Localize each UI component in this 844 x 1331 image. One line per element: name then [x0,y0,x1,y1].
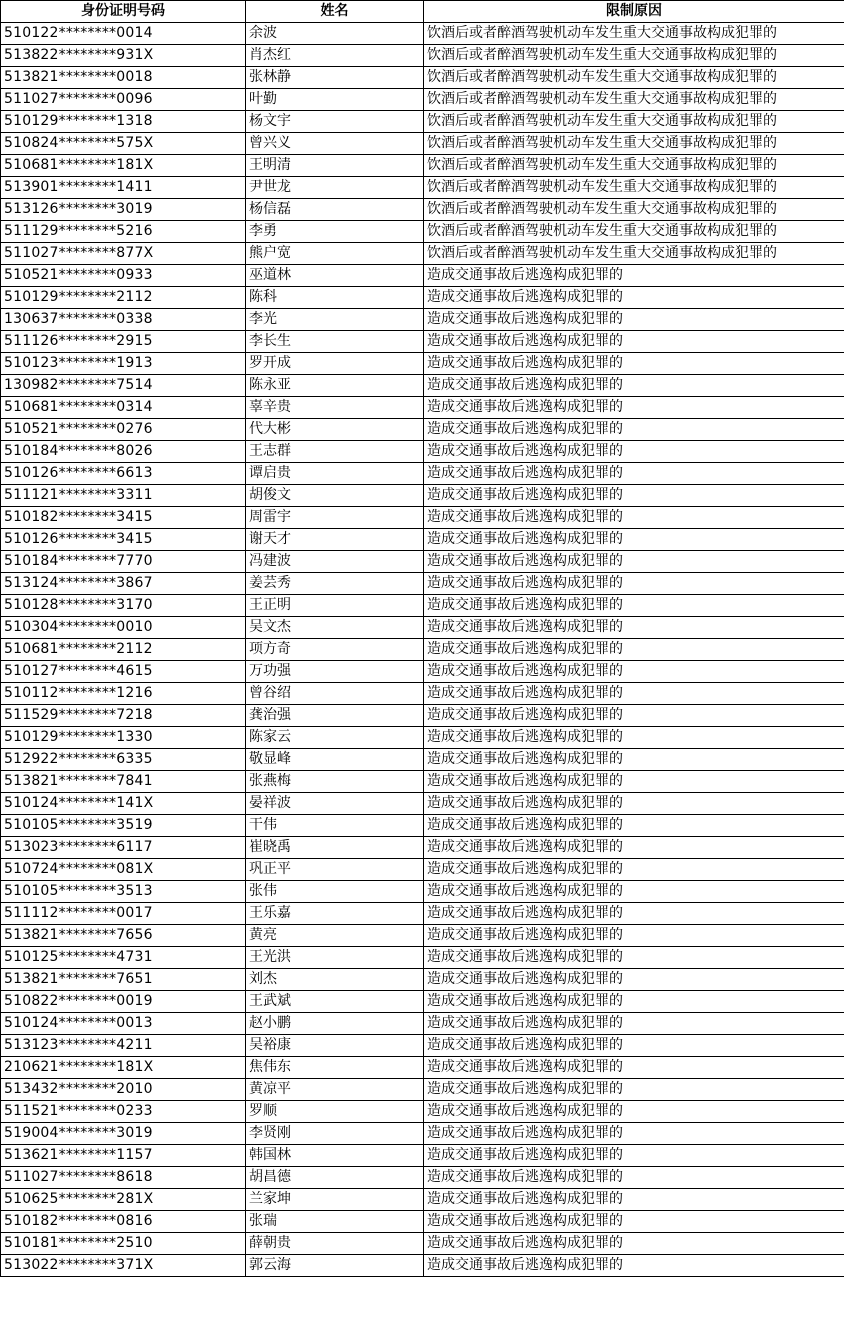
cell-id-number: 513821********0018 [1,67,246,89]
table-row [1,903,844,925]
cell-reason: 造成交通事故后逃逸构成犯罪的 [424,573,844,595]
cell-reason: 造成交通事故后逃逸构成犯罪的 [424,683,844,705]
cell-reason: 饮酒后或者醉酒驾驶机动车发生重大交通事故构成犯罪的 [424,177,844,199]
cell-reason: 造成交通事故后逃逸构成犯罪的 [424,1189,844,1211]
cell-reason: 造成交通事故后逃逸构成犯罪的 [424,881,844,903]
cell-id-number: 510129********1330 [1,727,246,749]
cell-reason: 造成交通事故后逃逸构成犯罪的 [424,331,844,353]
cell-reason: 造成交通事故后逃逸构成犯罪的 [424,441,844,463]
table-row [1,485,844,507]
cell-name: 代大彬 [246,419,424,441]
cell-reason: 造成交通事故后逃逸构成犯罪的 [424,397,844,419]
cell-id-number: 510724********081X [1,859,246,881]
cell-reason: 造成交通事故后逃逸构成犯罪的 [424,749,844,771]
cell-id-number: 511126********2915 [1,331,246,353]
table-row [1,397,844,419]
table-row [1,309,844,331]
cell-reason: 造成交通事故后逃逸构成犯罪的 [424,375,844,397]
cell-id-number: 210621********181X [1,1057,246,1079]
cell-name: 干伟 [246,815,424,837]
cell-id-number: 510181********2510 [1,1233,246,1255]
cell-name: 龚治强 [246,705,424,727]
table-row [1,683,844,705]
table-row [1,1035,844,1057]
table-row [1,331,844,353]
header-id-number: 身份证明号码 [1,1,246,23]
cell-id-number: 510124********0013 [1,1013,246,1035]
table-row [1,727,844,749]
cell-name: 张瑞 [246,1211,424,1233]
cell-id-number: 513022********371X [1,1255,246,1277]
cell-reason: 造成交通事故后逃逸构成犯罪的 [424,815,844,837]
cell-name: 谭启贵 [246,463,424,485]
cell-name: 曾谷绍 [246,683,424,705]
cell-reason: 造成交通事故后逃逸构成犯罪的 [424,947,844,969]
cell-reason: 饮酒后或者醉酒驾驶机动车发生重大交通事故构成犯罪的 [424,133,844,155]
cell-reason: 造成交通事故后逃逸构成犯罪的 [424,1255,844,1277]
cell-id-number: 510681********2112 [1,639,246,661]
cell-name: 胡昌德 [246,1167,424,1189]
cell-reason: 造成交通事故后逃逸构成犯罪的 [424,529,844,551]
cell-id-number: 510105********3519 [1,815,246,837]
cell-name: 焦伟东 [246,1057,424,1079]
cell-id-number: 513124********3867 [1,573,246,595]
cell-id-number: 513821********7651 [1,969,246,991]
cell-reason: 造成交通事故后逃逸构成犯罪的 [424,1057,844,1079]
cell-id-number: 510122********0014 [1,23,246,45]
cell-id-number: 511521********0233 [1,1101,246,1123]
table-row [1,859,844,881]
cell-name: 李贤刚 [246,1123,424,1145]
cell-id-number: 511027********877X [1,243,246,265]
cell-reason: 造成交通事故后逃逸构成犯罪的 [424,463,844,485]
cell-name: 陈科 [246,287,424,309]
cell-name: 项方奇 [246,639,424,661]
cell-name: 赵小鹏 [246,1013,424,1035]
table-row [1,375,844,397]
cell-id-number: 511129********5216 [1,221,246,243]
table-row [1,1189,844,1211]
cell-name: 张燕梅 [246,771,424,793]
table-row [1,1145,844,1167]
cell-reason: 造成交通事故后逃逸构成犯罪的 [424,705,844,727]
cell-reason: 造成交通事故后逃逸构成犯罪的 [424,903,844,925]
header-reason: 限制原因 [424,1,844,23]
cell-id-number: 510126********3415 [1,529,246,551]
cell-name: 罗开成 [246,353,424,375]
table-row [1,111,844,133]
cell-reason: 造成交通事故后逃逸构成犯罪的 [424,771,844,793]
table-row [1,221,844,243]
cell-reason: 造成交通事故后逃逸构成犯罪的 [424,1013,844,1035]
cell-id-number: 512922********6335 [1,749,246,771]
cell-id-number: 510681********181X [1,155,246,177]
cell-name: 王武斌 [246,991,424,1013]
cell-name: 吴裕康 [246,1035,424,1057]
cell-id-number: 510184********8026 [1,441,246,463]
table-row [1,969,844,991]
cell-name: 王正明 [246,595,424,617]
table-row [1,89,844,111]
cell-id-number: 510124********141X [1,793,246,815]
cell-id-number: 130982********7514 [1,375,246,397]
table-row [1,353,844,375]
cell-name: 万功强 [246,661,424,683]
cell-id-number: 513901********1411 [1,177,246,199]
cell-id-number: 511529********7218 [1,705,246,727]
cell-reason: 造成交通事故后逃逸构成犯罪的 [424,353,844,375]
cell-name: 陈永亚 [246,375,424,397]
cell-id-number: 510681********0314 [1,397,246,419]
table-row [1,639,844,661]
cell-name: 谢天才 [246,529,424,551]
table-row [1,793,844,815]
cell-name: 吴文杰 [246,617,424,639]
cell-id-number: 510304********0010 [1,617,246,639]
cell-name: 叶勤 [246,89,424,111]
cell-id-number: 513621********1157 [1,1145,246,1167]
table-row [1,441,844,463]
cell-reason: 饮酒后或者醉酒驾驶机动车发生重大交通事故构成犯罪的 [424,111,844,133]
cell-reason: 造成交通事故后逃逸构成犯罪的 [424,727,844,749]
cell-reason: 饮酒后或者醉酒驾驶机动车发生重大交通事故构成犯罪的 [424,89,844,111]
cell-reason: 造成交通事故后逃逸构成犯罪的 [424,969,844,991]
cell-reason: 饮酒后或者醉酒驾驶机动车发生重大交通事故构成犯罪的 [424,67,844,89]
cell-name: 尹世龙 [246,177,424,199]
cell-id-number: 513822********931X [1,45,246,67]
cell-name: 王乐嘉 [246,903,424,925]
cell-id-number: 519004********3019 [1,1123,246,1145]
table-row [1,1013,844,1035]
cell-name: 王志群 [246,441,424,463]
cell-id-number: 513821********7656 [1,925,246,947]
cell-name: 兰家坤 [246,1189,424,1211]
cell-id-number: 510112********1216 [1,683,246,705]
cell-reason: 造成交通事故后逃逸构成犯罪的 [424,837,844,859]
cell-name: 陈家云 [246,727,424,749]
cell-id-number: 510184********7770 [1,551,246,573]
cell-name: 敬显峰 [246,749,424,771]
table-row [1,67,844,89]
table-row [1,1233,844,1255]
cell-name: 李光 [246,309,424,331]
cell-reason: 造成交通事故后逃逸构成犯罪的 [424,1079,844,1101]
cell-id-number: 510625********281X [1,1189,246,1211]
cell-id-number: 510129********1318 [1,111,246,133]
table-row [1,155,844,177]
table-row [1,617,844,639]
table-row [1,1167,844,1189]
header-name: 姓名 [246,1,424,23]
table-row [1,23,844,45]
cell-id-number: 511027********0096 [1,89,246,111]
cell-reason: 造成交通事故后逃逸构成犯罪的 [424,1145,844,1167]
cell-reason: 饮酒后或者醉酒驾驶机动车发生重大交通事故构成犯罪的 [424,45,844,67]
cell-name: 辜辛贵 [246,397,424,419]
cell-name: 杨文宇 [246,111,424,133]
table-row [1,177,844,199]
cell-reason: 造成交通事故后逃逸构成犯罪的 [424,507,844,529]
cell-name: 余波 [246,23,424,45]
cell-reason: 饮酒后或者醉酒驾驶机动车发生重大交通事故构成犯罪的 [424,155,844,177]
cell-id-number: 510123********1913 [1,353,246,375]
table-row [1,749,844,771]
table-row [1,1101,844,1123]
cell-id-number: 513023********6117 [1,837,246,859]
cell-name: 李勇 [246,221,424,243]
cell-reason: 造成交通事故后逃逸构成犯罪的 [424,485,844,507]
cell-name: 韩国林 [246,1145,424,1167]
cell-name: 巫道林 [246,265,424,287]
cell-id-number: 510824********575X [1,133,246,155]
cell-id-number: 510822********0019 [1,991,246,1013]
cell-reason: 饮酒后或者醉酒驾驶机动车发生重大交通事故构成犯罪的 [424,23,844,45]
cell-id-number: 513126********3019 [1,199,246,221]
cell-reason: 造成交通事故后逃逸构成犯罪的 [424,1123,844,1145]
table-row [1,815,844,837]
cell-reason: 造成交通事故后逃逸构成犯罪的 [424,309,844,331]
cell-reason: 造成交通事故后逃逸构成犯罪的 [424,925,844,947]
cell-name: 郭云海 [246,1255,424,1277]
cell-reason: 造成交通事故后逃逸构成犯罪的 [424,639,844,661]
cell-reason: 造成交通事故后逃逸构成犯罪的 [424,617,844,639]
table-row [1,287,844,309]
cell-reason: 造成交通事故后逃逸构成犯罪的 [424,1233,844,1255]
cell-reason: 造成交通事故后逃逸构成犯罪的 [424,1101,844,1123]
table-row [1,45,844,67]
cell-name: 姜芸秀 [246,573,424,595]
table-row [1,419,844,441]
cell-reason: 造成交通事故后逃逸构成犯罪的 [424,595,844,617]
cell-name: 曾兴义 [246,133,424,155]
cell-name: 罗顺 [246,1101,424,1123]
cell-reason: 造成交通事故后逃逸构成犯罪的 [424,1211,844,1233]
cell-name: 薛朝贵 [246,1233,424,1255]
table-row [1,837,844,859]
cell-id-number: 130637********0338 [1,309,246,331]
table-row [1,881,844,903]
cell-name: 周雷宇 [246,507,424,529]
table-row [1,1211,844,1233]
cell-reason: 造成交通事故后逃逸构成犯罪的 [424,793,844,815]
table-header [1,1,844,23]
cell-name: 崔晓禹 [246,837,424,859]
cell-id-number: 510129********2112 [1,287,246,309]
table-row [1,1123,844,1145]
cell-name: 刘杰 [246,969,424,991]
cell-reason: 造成交通事故后逃逸构成犯罪的 [424,265,844,287]
cell-reason: 造成交通事故后逃逸构成犯罪的 [424,287,844,309]
cell-name: 晏祥波 [246,793,424,815]
cell-reason: 造成交通事故后逃逸构成犯罪的 [424,1167,844,1189]
cell-reason: 造成交通事故后逃逸构成犯罪的 [424,419,844,441]
cell-name: 冯建波 [246,551,424,573]
cell-id-number: 511112********0017 [1,903,246,925]
cell-name: 张伟 [246,881,424,903]
cell-name: 胡俊文 [246,485,424,507]
cell-id-number: 510521********0933 [1,265,246,287]
cell-name: 熊户宽 [246,243,424,265]
cell-id-number: 510125********4731 [1,947,246,969]
table-body [1,23,844,1277]
cell-id-number: 510128********3170 [1,595,246,617]
cell-name: 王光洪 [246,947,424,969]
table-row [1,595,844,617]
cell-id-number: 510126********6613 [1,463,246,485]
table-row [1,661,844,683]
table-row [1,551,844,573]
table-row [1,1057,844,1079]
table-row [1,705,844,727]
table-row [1,243,844,265]
cell-reason: 造成交通事故后逃逸构成犯罪的 [424,551,844,573]
table-row [1,265,844,287]
cell-id-number: 513432********2010 [1,1079,246,1101]
table-row [1,199,844,221]
cell-name: 李长生 [246,331,424,353]
table-row [1,573,844,595]
table-row [1,529,844,551]
table-row [1,1255,844,1277]
table-row [1,925,844,947]
cell-name: 张林静 [246,67,424,89]
cell-name: 黄凉平 [246,1079,424,1101]
cell-reason: 造成交通事故后逃逸构成犯罪的 [424,991,844,1013]
cell-reason: 造成交通事故后逃逸构成犯罪的 [424,661,844,683]
cell-id-number: 511027********8618 [1,1167,246,1189]
table-row [1,507,844,529]
cell-id-number: 510182********0816 [1,1211,246,1233]
cell-id-number: 510182********3415 [1,507,246,529]
cell-name: 黄亮 [246,925,424,947]
table-row [1,133,844,155]
cell-id-number: 510105********3513 [1,881,246,903]
cell-name: 巩正平 [246,859,424,881]
table-row [1,463,844,485]
cell-id-number: 513123********4211 [1,1035,246,1057]
cell-id-number: 510127********4615 [1,661,246,683]
table-row [1,991,844,1013]
cell-reason: 饮酒后或者醉酒驾驶机动车发生重大交通事故构成犯罪的 [424,243,844,265]
cell-reason: 饮酒后或者醉酒驾驶机动车发生重大交通事故构成犯罪的 [424,221,844,243]
cell-id-number: 511121********3311 [1,485,246,507]
cell-id-number: 513821********7841 [1,771,246,793]
cell-name: 杨信磊 [246,199,424,221]
table-row [1,947,844,969]
cell-reason: 造成交通事故后逃逸构成犯罪的 [424,1035,844,1057]
table-row [1,771,844,793]
cell-name: 王明清 [246,155,424,177]
cell-reason: 造成交通事故后逃逸构成犯罪的 [424,859,844,881]
cell-id-number: 510521********0276 [1,419,246,441]
table-row [1,1079,844,1101]
cell-reason: 饮酒后或者醉酒驾驶机动车发生重大交通事故构成犯罪的 [424,199,844,221]
header-row [1,1,844,23]
cell-name: 肖杰红 [246,45,424,67]
